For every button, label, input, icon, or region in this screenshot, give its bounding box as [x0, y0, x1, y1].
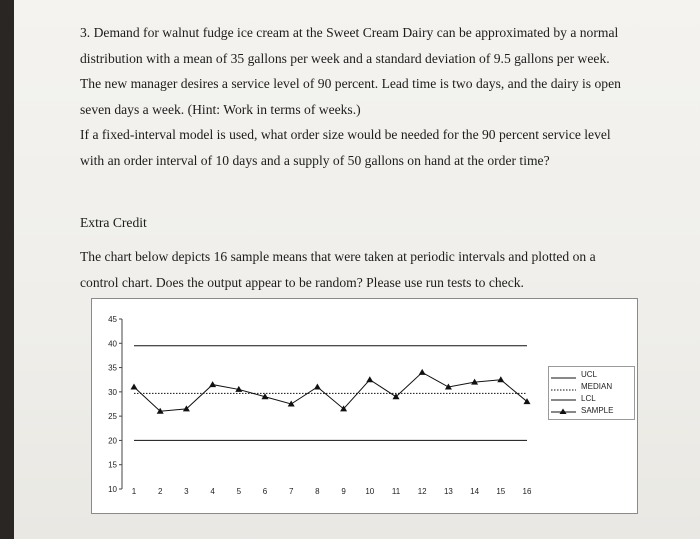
legend-label: SAMPLE	[581, 406, 614, 415]
x-tick-label: 15	[496, 487, 506, 496]
legend-entry-ucl	[549, 369, 634, 381]
x-tick-label: 1	[131, 487, 137, 496]
y-tick-label: 15	[108, 460, 117, 470]
legend-ucl-swatch	[549, 369, 577, 381]
legend-sample-swatch	[549, 405, 577, 417]
x-tick-label: 16	[522, 487, 532, 496]
x-tick-label: 5	[236, 487, 242, 496]
sample-point-marker	[366, 376, 373, 382]
sample-point-marker	[419, 369, 426, 375]
prompt-line: control chart. Does the output appear to be random? Please use run tests to check.	[80, 274, 524, 290]
y-tick-label: 10	[108, 485, 117, 494]
x-tick-label: 11	[391, 487, 401, 496]
question-line: The new manager desires a service level of 90 percent. Lead time is two days, and the dairy is open	[80, 76, 621, 91]
x-tick-label: 9	[341, 487, 346, 496]
x-tick-label: 2	[157, 487, 163, 496]
x-tick-label: 13	[443, 487, 453, 496]
legend-lcl-swatch	[549, 393, 577, 405]
extra-credit-prompt	[80, 244, 650, 295]
sample-point-marker	[209, 381, 216, 387]
sample-point-marker	[314, 384, 321, 390]
legend-entry-median	[549, 381, 634, 393]
x-tick-label: 10	[365, 487, 375, 496]
x-tick-label: 12	[417, 487, 427, 496]
control-chart	[91, 298, 638, 514]
y-tick-label: 35	[108, 363, 117, 373]
x-tick-label: 4	[210, 487, 215, 496]
chart-legend	[548, 366, 635, 420]
x-tick-label: 3	[184, 487, 189, 496]
x-tick-label: 6	[262, 487, 268, 496]
y-tick-label: 45	[108, 315, 117, 324]
prompt-line: The chart below depicts 16 sample means that were taken at periodic intervals and plotted on a	[80, 249, 596, 264]
extra-credit-heading: Extra Credit	[80, 215, 147, 230]
question-3	[80, 20, 660, 173]
question-line: distribution with a mean of 35 gallons per week and a standard deviation of 9.5 gallons per week.	[80, 50, 610, 66]
legend-label: LCL	[581, 394, 596, 403]
legend-label: UCL	[581, 370, 598, 379]
y-tick-label: 30	[108, 387, 117, 397]
sample-point-marker	[497, 376, 504, 382]
question-line: seven days a week. (Hint: Work in terms of weeks.)	[80, 101, 361, 117]
sample-point-marker	[131, 384, 138, 390]
question-line: with an order interval of 10 days and a supply of 50 gallons on hand at the order time?	[80, 152, 550, 168]
y-tick-label: 25	[108, 412, 117, 422]
x-tick-label: 14	[470, 487, 480, 496]
legend-median-swatch	[549, 381, 577, 393]
y-tick-label: 20	[108, 436, 117, 446]
x-tick-label: 8	[315, 487, 320, 496]
x-tick-label: 7	[288, 487, 294, 496]
legend-label: MEDIAN	[581, 382, 613, 391]
legend-entry-lcl	[549, 393, 634, 405]
y-tick-label: 40	[108, 339, 117, 349]
sample-series-line	[134, 372, 527, 411]
question-line: 3. Demand for walnut fudge ice cream at the Sweet Cream Dairy can be approximated by a normal	[80, 25, 619, 40]
question-line: If a fixed-interval model is used, what order size would be needed for the 90 percent service level	[80, 127, 611, 142]
legend-entry-sample	[549, 405, 634, 417]
